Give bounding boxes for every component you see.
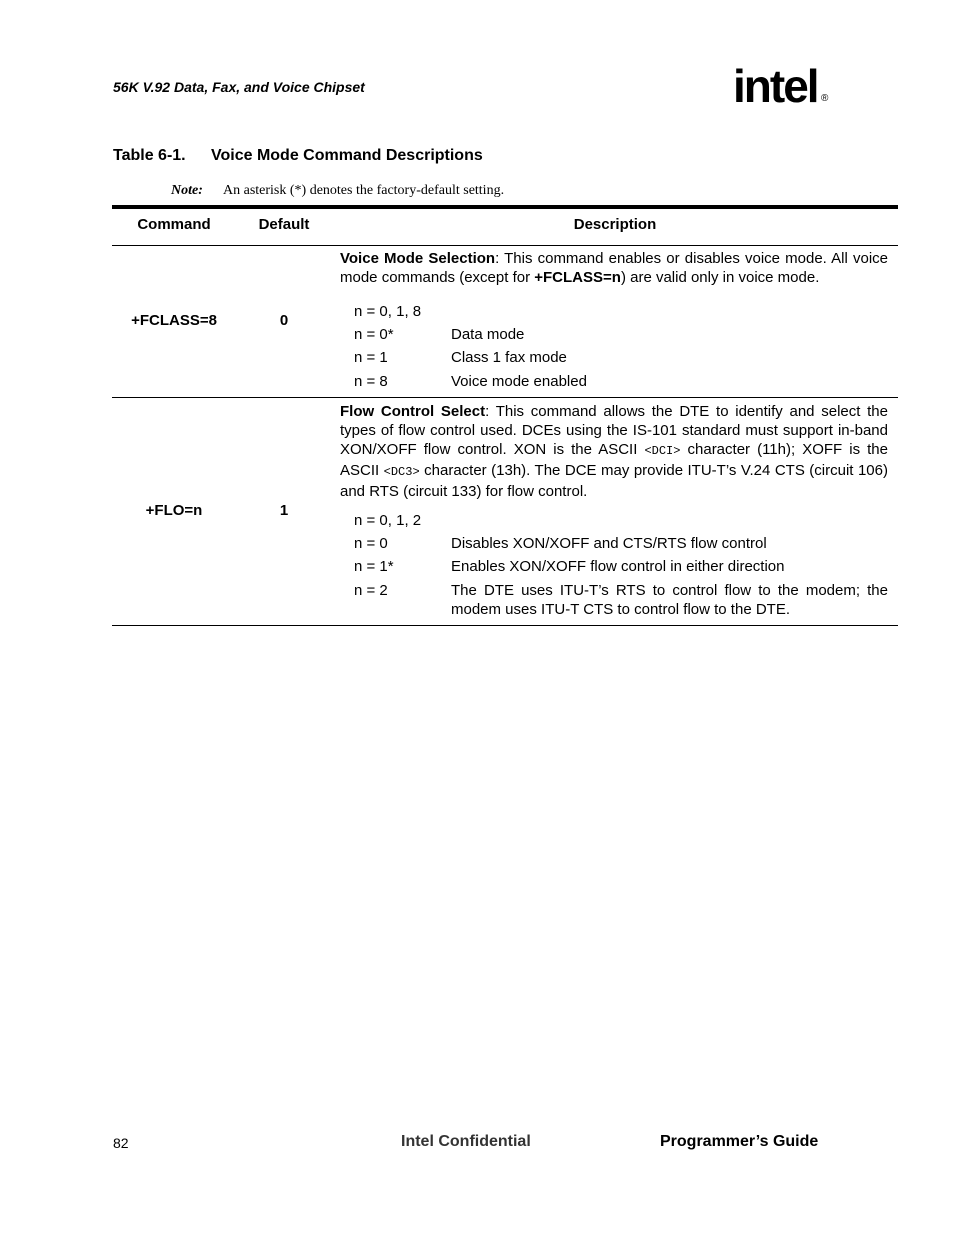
registered-mark: ® xyxy=(821,93,829,104)
option-key: n = 0* xyxy=(354,326,394,343)
table-caption xyxy=(113,147,483,165)
option-key: n = 8 xyxy=(354,373,388,390)
option-value: The DTE uses ITU-T’s RTS to control flow to the modem; the modem uses ITU-T CTS to control flow to the DTE. xyxy=(451,582,888,618)
table-bottom-rule xyxy=(112,625,898,626)
option-key: n = 1* xyxy=(354,558,394,575)
table-number: Table 6-1. xyxy=(113,147,186,164)
intel-logo xyxy=(733,58,833,118)
table-note xyxy=(171,183,504,199)
parameter-range: n = 0, 1, 2 xyxy=(354,512,422,529)
option-value: Class 1 fax mode xyxy=(451,349,567,366)
option-key: n = 0 xyxy=(354,535,388,552)
row-command: +FLO=n xyxy=(145,502,203,519)
option-value: Disables XON/XOFF and CTS/RTS flow control xyxy=(451,535,767,552)
footer-confidential: Intel Confidential xyxy=(401,1133,531,1150)
row-default: 0 xyxy=(279,312,289,329)
note-label: Note: xyxy=(171,183,203,198)
footer-guide-title: Programmer’s Guide xyxy=(660,1133,819,1150)
option-value: Data mode xyxy=(451,326,525,343)
row-description: Voice Mode Selection: This command enables or disables voice mode. All voice mode commands (except for +FCLASS=n) are valid only in voice mode. xyxy=(340,250,888,286)
option-key: n = 1 xyxy=(354,349,388,366)
running-title: 56K V.92 Data, Fax, and Voice Chipset xyxy=(113,79,365,95)
code-dc3: <DC3> xyxy=(383,465,420,479)
option-value: Voice mode enabled xyxy=(451,373,587,390)
page-number: 82 xyxy=(113,1135,129,1151)
description-title: Flow Control Select xyxy=(340,403,486,420)
column-header-default: Default xyxy=(258,216,310,233)
parameter-range: n = 0, 1, 8 xyxy=(354,303,422,320)
note-text: An asterisk (*) denotes the factory-default setting. xyxy=(223,183,505,198)
row-command: +FCLASS=8 xyxy=(131,312,217,329)
row-description: Flow Control Select: This command allows the DTE to identify and select the types of flow control used. DCEs using the IS-101 standard must support in-band XON/XOFF flow control. XON is the ASCII <DCI> character (11h); XOFF is the ASCII <DC3> character (13h). The DCE may provide ITU-T’s V.24 CTS (circuit 106) and RTS (circuit 133) for flow control. xyxy=(340,403,888,500)
column-header-description: Description xyxy=(573,216,657,233)
row-default: 1 xyxy=(279,502,289,519)
option-value: Enables XON/XOFF flow control in either direction xyxy=(451,558,785,575)
header-rule xyxy=(112,245,898,246)
table-title: Voice Mode Command Descriptions xyxy=(211,147,483,164)
row-divider xyxy=(112,397,898,398)
table-top-rule xyxy=(112,205,898,209)
column-header-command: Command xyxy=(137,216,211,233)
code-dci: <DCI> xyxy=(644,444,681,458)
option-key: n = 2 xyxy=(354,582,388,599)
intel-logo-text: intel xyxy=(733,60,818,112)
description-title: Voice Mode Selection xyxy=(340,250,496,267)
